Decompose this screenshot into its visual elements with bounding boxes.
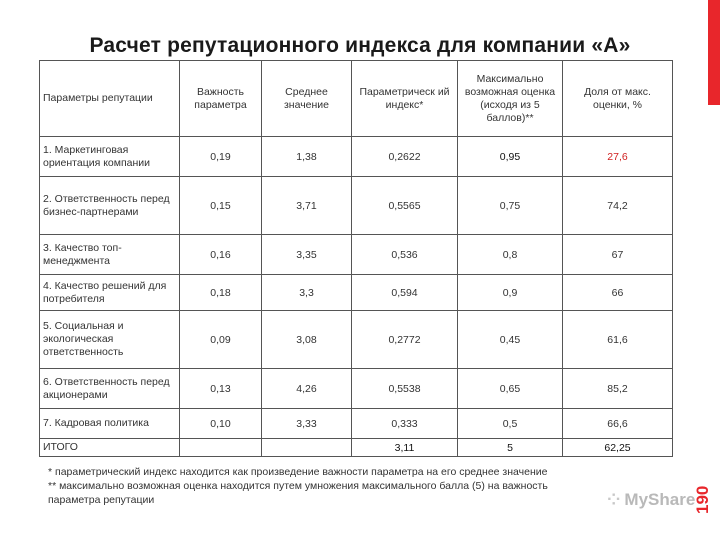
average-cell: 3,71	[262, 177, 352, 235]
empty-cell	[180, 439, 262, 457]
average-cell: 3,35	[262, 235, 352, 275]
total-share: 62,25	[563, 439, 673, 457]
table-row	[40, 177, 673, 235]
param-cell: 4. Качество решений для потребителя	[40, 275, 180, 311]
max-cell: 0,5	[458, 409, 563, 439]
max-cell: 0,45	[458, 311, 563, 369]
index-cell: 0,2772	[352, 311, 458, 369]
index-cell: 0,333	[352, 409, 458, 439]
total-row	[40, 439, 673, 457]
importance-cell: 0,09	[180, 311, 262, 369]
share-cell: 85,2	[563, 369, 673, 409]
importance-cell: 0,15	[180, 177, 262, 235]
column-header: Максимально возможная оценка (исходя из 5 баллов)**	[458, 61, 563, 137]
param-cell: 5. Социальная и экологическая ответственность	[40, 311, 180, 369]
footnote-2: ** максимально возможная оценка находится путем умножения максимального балла (5) на важность	[48, 480, 548, 492]
table-header-row	[40, 61, 673, 137]
share-logo-icon: ⁘	[607, 492, 621, 509]
average-cell: 3,3	[262, 275, 352, 311]
table-row	[40, 409, 673, 439]
column-header: Доля от макс. оценки, %	[563, 61, 673, 137]
param-cell: 7. Кадровая политика	[40, 409, 180, 439]
index-cell: 0,5538	[352, 369, 458, 409]
importance-cell: 0,18	[180, 275, 262, 311]
importance-cell: 0,16	[180, 235, 262, 275]
watermark	[607, 490, 695, 510]
page-title: Расчет репутационного индекса для компании «А»	[89, 34, 631, 57]
empty-cell	[262, 439, 352, 457]
column-header: Параметры репутации	[40, 61, 180, 137]
footnote-3: параметра репутации	[48, 494, 155, 506]
reputation-table	[39, 60, 673, 457]
table-row	[40, 137, 673, 177]
share-cell: 27,6	[563, 137, 673, 177]
table-row	[40, 311, 673, 369]
share-cell: 74,2	[563, 177, 673, 235]
share-cell: 66	[563, 275, 673, 311]
max-cell: 0,8	[458, 235, 563, 275]
importance-cell: 0,19	[180, 137, 262, 177]
total-index: 3,11	[352, 439, 458, 457]
max-cell: 0,9	[458, 275, 563, 311]
footnote-1: * параметрический индекс находится как произведение важности параметра на его среднее значение	[48, 466, 548, 478]
param-cell: 2. Ответственность перед бизнес-партнерами	[40, 177, 180, 235]
table-row	[40, 275, 673, 311]
share-cell: 67	[563, 235, 673, 275]
max-cell: 0,65	[458, 369, 563, 409]
column-header: Важность параметра	[180, 61, 262, 137]
param-cell: 6. Ответственность перед акционерами	[40, 369, 180, 409]
average-cell: 3,08	[262, 311, 352, 369]
index-cell: 0,2622	[352, 137, 458, 177]
column-header: Среднее значение	[262, 61, 352, 137]
table-row	[40, 369, 673, 409]
average-cell: 1,38	[262, 137, 352, 177]
average-cell: 4,26	[262, 369, 352, 409]
max-cell: 0,95	[458, 137, 563, 177]
total-label: ИТОГО	[40, 439, 180, 457]
importance-cell: 0,13	[180, 369, 262, 409]
index-cell: 0,536	[352, 235, 458, 275]
param-cell: 3. Качество топ-менеджмента	[40, 235, 180, 275]
watermark-text: MyShare	[624, 490, 696, 509]
index-cell: 0,5565	[352, 177, 458, 235]
share-cell: 61,6	[563, 311, 673, 369]
page-number: 190	[693, 485, 712, 515]
importance-cell: 0,10	[180, 409, 262, 439]
index-cell: 0,594	[352, 275, 458, 311]
total-max: 5	[458, 439, 563, 457]
column-header: Параметрическ ий индекс*	[352, 61, 458, 137]
share-cell: 66,6	[563, 409, 673, 439]
average-cell: 3,33	[262, 409, 352, 439]
table-row	[40, 235, 673, 275]
max-cell: 0,75	[458, 177, 563, 235]
param-cell: 1. Маркетинговая ориентация компании	[40, 137, 180, 177]
footnotes	[48, 465, 688, 507]
